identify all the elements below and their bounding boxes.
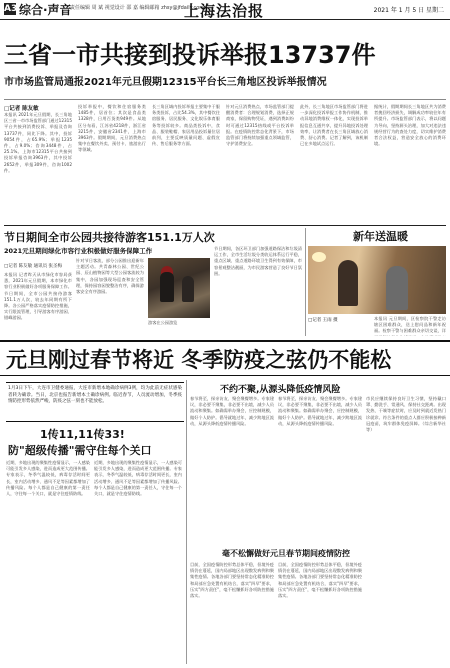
park-photo-caption: 游客在公园游览 xyxy=(148,320,178,325)
section-title: 综合·声音 xyxy=(19,3,72,17)
covid-mid-column-a: 春节将至，探亲访友、聚会聚餐增多。专家建议，非必要不聚集，非必要不出境，减少人员流动和聚集。如确需举办聚会，应控制规模，做好个人防护。倡导就地过年，减少跨地区流动，从源头降低疫情传播风险。 xyxy=(190,396,274,426)
covid-right-column: 市民应继续保持良好卫生习惯，坚持戴口罩、勤洗手、常通风、保持社交距离。出现发热、干咳等症状时，应及时到就近发热门诊就诊。符合条件的重点人群应积极接种新冠疫苗，筑牢群体免疫屏障。（综合新华社等） xyxy=(366,396,446,433)
park-byline: □记者 陈友敏 通讯员 张圣梅 xyxy=(4,264,63,269)
issue-date: 2021 年 1 月 5 日 星期二 xyxy=(373,7,444,14)
covid-left-column-b: 近期，多地出现的聚集性疫情显示，一人感染可能引发多人感染，进而造成更大范围传播。专家表示，冬季气温较低，病毒存活时间更长，室内活动增多、通风不足等因素都增加了传播风险。每个人都是自己健康的第一责任人，守住每一个关口，就是守住疫情防线。 xyxy=(94,460,182,497)
covid-mid2-column-b: 目前，全国疫情防控形势总体平稳，但境外疫情仍在蔓延，国内局部地区出现散发病例和聚集性疫情。各地各部门要坚持常态化精准防控和局部应急处置有机结合，落实"四早"要求，压实"四方责任"，毫不松懈抓好各项防控措施落实。 xyxy=(278,562,362,599)
column-divider xyxy=(305,228,306,336)
newspaper-logo: 上海法治报 xyxy=(184,2,265,20)
covid-left-column-a: 近期，多地出现的聚集性疫情显示，一人感染可能引发多人感染，进而造成更大范围传播。专家表示，冬季气温较低，病毒存活时间更长，室内活动增多、通风不足等因素都增加了传播风险。每个人都是自己健康的第一责任人，守住每一个关口，就是守住疫情防线。 xyxy=(6,460,90,497)
park-column-1: 本报讯 记者昨天从市绿化市容局获悉，2021年元旦假期，本市绿化市容行业积极做好各项服务保障工作。节日期间，全市公园共接待游客151.1万人次，较去年同期有所下降。各公园严格落实疫情防控措施，实行限流管理，引导游客有序游园、错峰游园。 xyxy=(4,272,72,321)
park-column-3: 节日期间，各区环卫部门加强道路保洁和垃圾清运工作，全市生活垃圾分类收运体系运行平稳，重点区域、重点道路环境卫生得到有效保障，市容景观整洁靓丽，为市民游客营造了良好节日氛围。 xyxy=(214,246,302,276)
warm-photo-credit: □记者 王雨 摄 xyxy=(308,318,338,323)
photo-detail xyxy=(312,252,326,262)
park-subheadline: 2021元旦期间绿化市容行业积极做好服务保障工作 xyxy=(4,247,153,255)
covid-left-subheadline: 防"超级传播"需守住每个关口 xyxy=(8,444,152,457)
covid-mid-headline: 不约不聚,从源头降低疫情风险 xyxy=(220,385,341,395)
covid-left-headline: 1传11,11传33! xyxy=(40,428,125,441)
lead-column-2: 投诉举报中，餐饮和住宿服务类1485件，居首位；其次是食品类1328件，日用百货类949件。从地区分布看，江苏省4218件，浙江省3215件，安徽省2341件，上海市3963件。假期期间，元旦消费热点集中在餐饮外卖、预付卡、旅游出行等领域。 xyxy=(78,104,146,153)
divider xyxy=(4,99,446,100)
park-headline: 节日期间全市公园共接待游客151.1万人次 xyxy=(4,231,215,244)
photo-figure xyxy=(160,272,174,302)
photo-figure xyxy=(182,276,194,302)
divider xyxy=(4,225,446,226)
lead-byline: □记者 陈友敏 xyxy=(4,106,39,112)
covid-intro: 1月3日下午，大连市卫健委通报，大连市新增本地确诊病例3例，均为此前无症状感染者转为确诊。当日，北京也报告新增本土确诊病例。临近春节，人员流动增加，冬季疫情防控形势依然严峻，防疫之弦一刻也不能放松。 xyxy=(6,382,184,422)
editor-credits: 责任编辑 周 斌 视觉设计 邵 嘉 编辑邮箱 zhsy@jfdaily.com xyxy=(70,5,205,11)
covid-mid-column-b: 春节将至，探亲访友、聚会聚餐增多。专家建议，非必要不聚集，非必要不出境，减少人员流动和聚集。如确需举办聚会，应控制规模，做好个人防护。倡导就地过年，减少跨地区流动，从源头降低疫情传播风险。 xyxy=(278,396,362,426)
warm-body: 本报讯 元旦期间，区检察院干警走访辖区困难群众，送上慰问品和新年祝福。检察干警与困难群众亲切交谈，详 xyxy=(374,316,446,334)
column-divider xyxy=(186,380,187,664)
lead-column-4: 针对元旦消费热点，市场监管部门提醒消费者：合理规划消费，选择正规商家，保留购物凭证，遇到消费纠纷时可通过12315热线或平台投诉举报。在疫情防控常态化背景下，市场监管部门将持续加强重点领域监管，守护消费安全。 xyxy=(226,104,294,147)
warm-photo xyxy=(308,246,446,314)
photo-figure xyxy=(386,266,408,310)
covid-headline: 元旦刚过春节将近 冬季防疫之弦仍不能松 xyxy=(6,348,392,372)
park-column-2: 针对节日客流，部分公园推出迎新年主题活动。共青森林公园、世纪公园、辰山植物园等大型公园客流较为集中，各园加强现场巡查和安全管理，保持园容园貌整洁有序，确保游客安全有序游园。 xyxy=(76,258,144,295)
lead-subheadline: 市市场监管局通报2021年元旦假期12315平台长三角地区投诉举报情况 xyxy=(4,77,327,88)
park-photo xyxy=(148,258,210,318)
section-badge: A3 xyxy=(4,4,18,14)
lead-column-1: 本报讯 2021年元旦假期，长三角地区三省一市市场监管部门通过12315平台共接到消费投诉、举报及咨询13737件，同比下降。其中，投诉9054件，占65.9%；举报1235件，占9.0%；咨询3448件，占25.1%。上海市12315平台共接到投诉举报咨询3963件，其中投诉2652件，举报309件，咨询1002件。 xyxy=(4,112,72,173)
lead-headline: 三省一市共接到投诉举报13737件 xyxy=(4,41,376,69)
lead-column-3: 长三角区域内投诉举报主要集中于服务类投诉，占比54.3%，其中餐饮住宿服务、居民服务、文化娱乐体育服务等投诉较多。商品类投诉中，食品、服装鞋帽、家居用品投诉量位居前列，主要反映质量问题、虚假宣传、售后服务等方面。 xyxy=(152,104,220,147)
photo-figure xyxy=(338,260,358,306)
warm-headline: 新年送温暖 xyxy=(353,230,408,243)
lead-column-6: 据统计，假期期间长三角地区共为消费者挽回经济损失，调解成功率较往年有所提升。市场监管部门表示，将以问题为导向，坚持源头治理，加大对违法违规经营行为的查处力度，切实维护消费者合法权益，营造安全放心的消费环境。 xyxy=(374,104,446,147)
covid-mid-headline-2: 毫不松懈做好元旦春节期间疫情防控 xyxy=(222,549,350,558)
covid-mid2-column-a: 目前，全国疫情防控形势总体平稳，但境外疫情仍在蔓延，国内局部地区出现散发病例和聚集性疫情。各地各部门要坚持常态化精准防控和局部应急处置有机结合，落实"四早"要求，压实"四方责任"，毫不松懈抓好各项防控措施落实。 xyxy=(190,562,274,599)
lead-column-5: 此外，长三角地区市场监管部门将进一步深化投诉举报工作协作机制，推动异地消费维权一体化，实现投诉举报信息互通共享，提升异地投诉处理效率，让消费者在长三角区域放心消费、舒心消费。记者了解到，该机制已在多地试点运行。 xyxy=(300,104,368,147)
masthead xyxy=(0,0,450,20)
